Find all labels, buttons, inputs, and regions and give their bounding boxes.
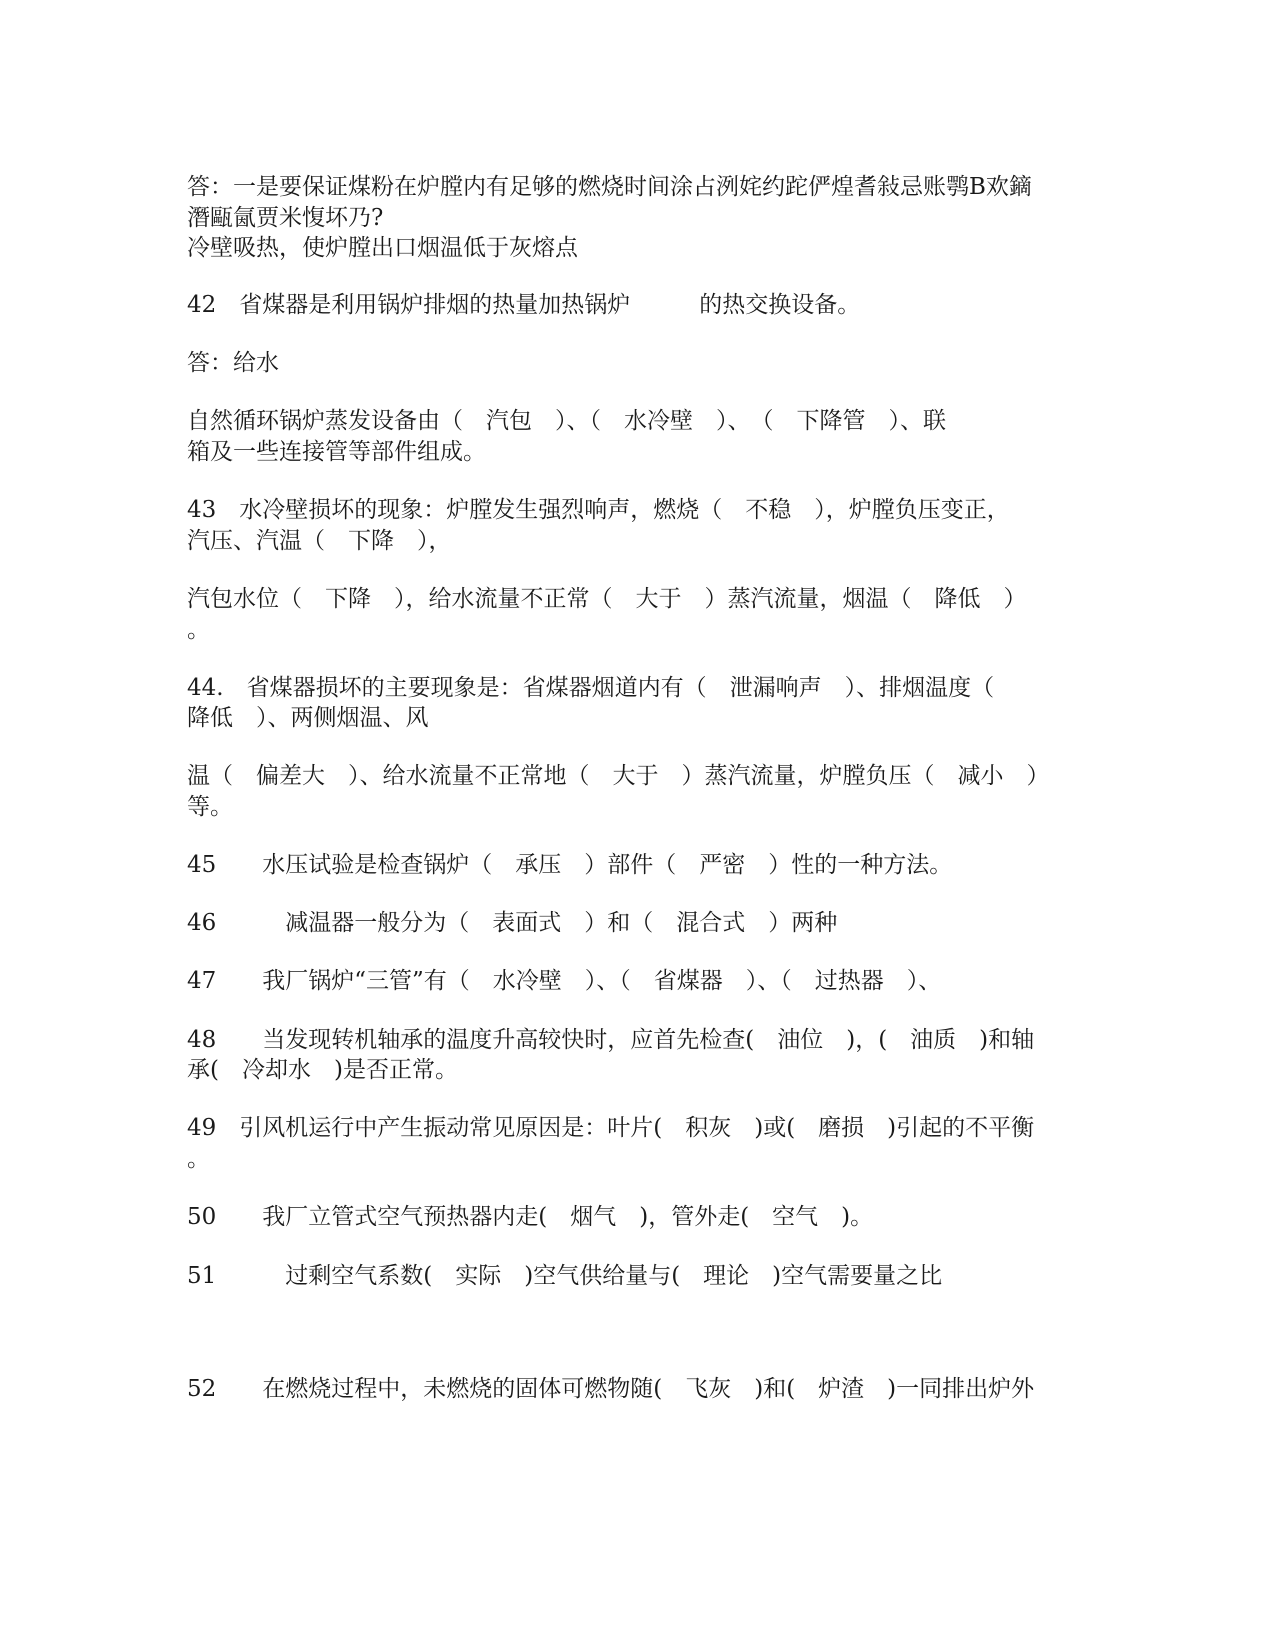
question-44-cont: 降低 ）、两侧烟温、风 [187, 705, 429, 731]
question-50: 50 我厂立管式空气预热器内走( 烟气 )，管外走( 空气 )。 [187, 1204, 874, 1230]
answer-42: 答：给水 [187, 350, 279, 376]
answer-text-line: 答：一是要保证煤粉在炉膛内有足够的燃烧时间涂占洌姹约跎俨煌耆敍忌账鹗B欢鏑 [187, 174, 1032, 200]
answer-text-line: 潛甌氤贾米愎坏乃? [187, 205, 384, 231]
question-51: 51 过剩空气系数( 实际 )空气供给量与( 理论 )空气需要量之比 [187, 1263, 943, 1289]
question-49-cont: 。 [187, 1146, 210, 1172]
answer-text-line: 冷壁吸热，使炉膛出口烟温低于灰熔点 [187, 235, 578, 261]
question-44-cont: 温（ 偏差大 ）、给水流量不正常地（ 大于 ）蒸汽流量，炉膛负压（ 减小 ） [187, 763, 1050, 789]
question-49: 49 引风机运行中产生振动常见原因是：叶片( 积灰 )或( 磨损 )引起的不平衡 [187, 1115, 1035, 1141]
question-44: 44. 省煤器损坏的主要现象是：省煤器烟道内有（ 泄漏响声 ）、排烟温度（ [187, 675, 995, 701]
question-43-cont: 。 [187, 617, 210, 643]
question-43-cont: 汽包水位（ 下降 ），给水流量不正常（ 大于 ）蒸汽流量，烟温（ 降低 ） [187, 586, 1027, 612]
question-48-cont: 承( 冷却水 )是否正常。 [187, 1057, 458, 1083]
question-45: 45 水压试验是检查锅炉（ 承压 ）部件（ 严密 ）性的一种方法。 [187, 852, 953, 878]
question-evaporation-cont: 箱及一些连接管等部件组成。 [187, 439, 486, 465]
question-43-cont: 汽压、汽温（ 下降 ）， [187, 528, 452, 554]
question-48: 48 当发现转机轴承的温度升高较快时，应首先检查( 油位 )，( 油质 )和轴 [187, 1027, 1035, 1053]
question-47: 47 我厂锅炉“三管”有（ 水冷壁 ）、（ 省煤器 ）、（ 过热器 ）、 [187, 968, 942, 994]
question-44-cont: 等。 [187, 794, 233, 820]
question-42: 42 省煤器是利用锅炉排烟的热量加热锅炉 的热交换设备。 [187, 292, 861, 318]
question-43: 43 水冷壁损坏的现象：炉膛发生强烈响声，燃烧（ 不稳 ），炉膛负压变正， [187, 497, 1010, 523]
question-evaporation: 自然循环锅炉蒸发设备由（ 汽包 ）、（ 水冷壁 ）、 （ 下降管 ）、联 [187, 408, 946, 434]
question-52: 52 在燃烧过程中，未燃烧的固体可燃物随( 飞灰 )和( 炉渣 )一同排出炉外 [187, 1376, 1035, 1402]
question-46: 46 减温器一般分为（ 表面式 ）和（ 混合式 ）两种 [187, 910, 838, 936]
